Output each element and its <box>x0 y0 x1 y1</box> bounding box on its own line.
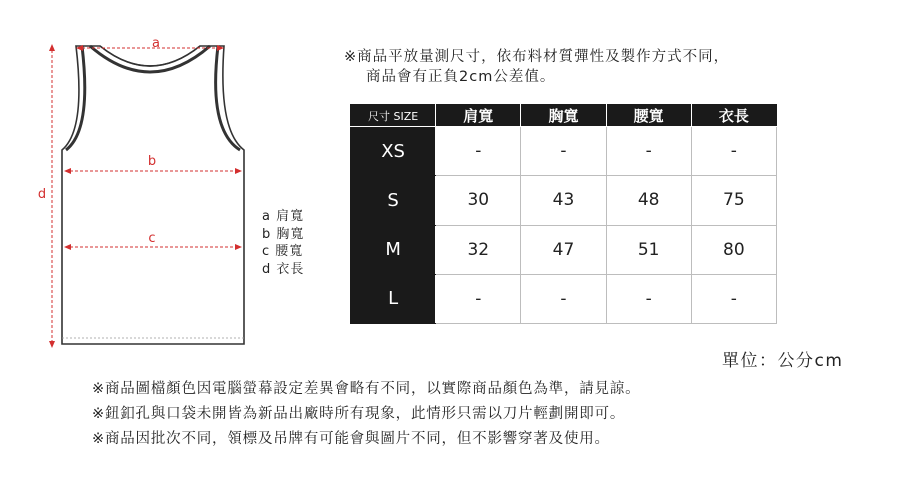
table-row <box>351 127 777 176</box>
table-cell: - <box>436 274 521 323</box>
table-cell: 75 <box>691 176 776 225</box>
table-cell: - <box>606 127 691 176</box>
table-cell: - <box>436 127 521 176</box>
note-item: ※鈕釦孔與口袋未開皆為新品出廠時所有現象，此情形只需以刀片輕劃開即可。 <box>92 406 626 422</box>
measurement-note <box>344 47 729 87</box>
table-row <box>351 225 777 274</box>
header-size: 尺寸 SIZE <box>351 105 436 127</box>
legend-item-a: a 肩寬 <box>262 209 305 224</box>
table-cell: 30 <box>436 176 521 225</box>
header-waist: 腰寬 <box>606 105 691 127</box>
unit-label: 單位：公分cm <box>722 351 844 371</box>
tank-top-diagram <box>0 0 330 360</box>
table-row <box>351 274 777 323</box>
row-size-label: L <box>351 274 436 323</box>
table-cell: - <box>691 127 776 176</box>
table-cell: 43 <box>521 176 606 225</box>
legend-item-d: d 衣長 <box>262 261 305 277</box>
measurement-note-line2: 商品會有正負2cm公差值。 <box>366 69 556 85</box>
table-cell: 51 <box>606 225 691 274</box>
table-row <box>351 176 777 225</box>
label-d: d <box>37 187 47 202</box>
size-table <box>350 104 777 324</box>
table-cell: 32 <box>436 225 521 274</box>
table-cell: - <box>691 274 776 323</box>
row-size-label: M <box>351 225 436 274</box>
header-chest: 胸寬 <box>521 105 606 127</box>
notes <box>92 377 640 452</box>
size-table-header <box>351 105 777 127</box>
legend-item-c: c 腰寬 <box>262 244 304 259</box>
measurement-note-line1: ※商品平放量測尺寸，依布料材質彈性及製作方式不同， <box>344 49 730 65</box>
legend-item-b: b 胸寬 <box>262 226 305 242</box>
note-item: ※商品因批次不同，領標及吊牌有可能會與圖片不同，但不影響穿著及使用。 <box>92 431 610 447</box>
row-size-label: XS <box>351 127 436 176</box>
table-cell: - <box>606 274 691 323</box>
measurement-legend <box>262 208 304 278</box>
note-item: ※商品圖檔顏色因電腦螢幕設定差異會略有不同，以實際商品顏色為準，請見諒。 <box>92 381 641 397</box>
table-cell: - <box>521 274 606 323</box>
measure-d-length <box>49 44 55 348</box>
table-cell: 48 <box>606 176 691 225</box>
table-cell: - <box>521 127 606 176</box>
table-cell: 80 <box>691 225 776 274</box>
table-cell: 47 <box>521 225 606 274</box>
label-b: b <box>147 154 157 169</box>
label-c: c <box>148 231 156 246</box>
header-shoulder: 肩寬 <box>436 105 521 127</box>
header-length: 衣長 <box>691 105 776 127</box>
row-size-label: S <box>351 176 436 225</box>
label-a: a <box>152 36 160 51</box>
